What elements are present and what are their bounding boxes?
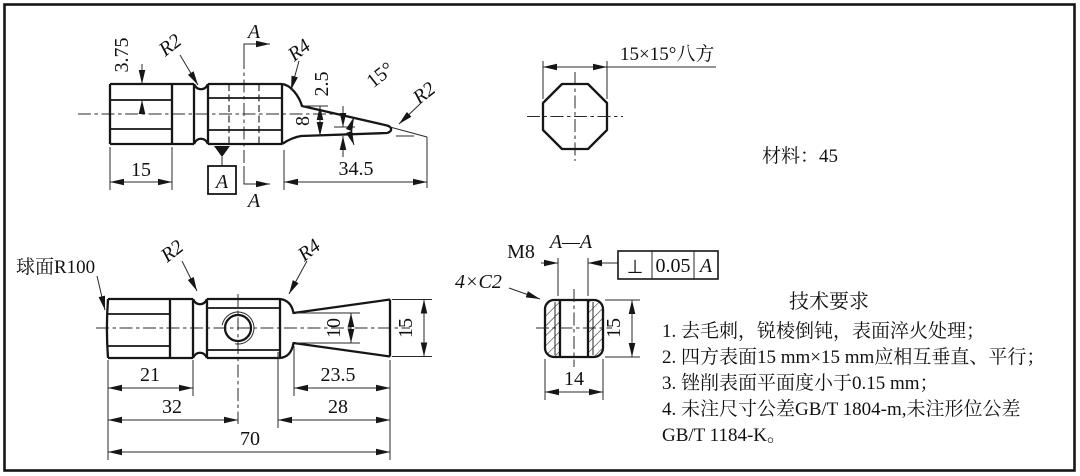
fcf-datum-label: A	[699, 255, 713, 277]
fillet-r4-label: R4	[283, 34, 315, 66]
dim-blade-height-label: 8	[292, 116, 314, 126]
thread-spec-label: M8	[507, 241, 535, 263]
side-r4-label: R4	[293, 234, 325, 266]
section-label-bottom: A	[247, 190, 261, 212]
tip-r2-label: R2	[408, 77, 440, 109]
dim-len-head-label: 28	[328, 396, 348, 418]
dim-blade-length-label: 34.5	[338, 158, 374, 180]
dim-len-total-label: 70	[240, 428, 260, 450]
tech-req-line-5: GB/T 1184-K。	[662, 425, 787, 446]
material-note: 材料：45	[762, 146, 839, 167]
tech-requirements-title: 技术要求	[789, 291, 869, 313]
feature-control-frame	[618, 251, 718, 279]
sphere-note-label: 球面R100	[16, 257, 96, 278]
tech-req-line-3: 3. 锉削表面平面度小于0.15 mm；	[662, 373, 939, 394]
dim-tip-thickness-label: 2.5	[311, 71, 333, 97]
dim-head-width-label: 15	[395, 318, 417, 338]
octagon-dim-label: 15×15°八方	[620, 44, 715, 65]
section-title: A—A	[549, 231, 593, 253]
groove-r2-label: R2	[154, 29, 186, 61]
dim-shank-width-label: 15	[131, 159, 151, 181]
dim-neck-width-label: 10	[323, 318, 345, 338]
tech-req-line-2: 2. 四方表面15 mm×15 mm应相互垂直、平行；	[662, 347, 1046, 368]
perpendicularity-icon: ⊥	[626, 256, 644, 278]
dim-len-taper-label: 23.5	[320, 364, 356, 386]
dim-section-width-label: 14	[564, 368, 584, 390]
datum-label: A	[215, 171, 229, 193]
dim-len-block-label: 21	[140, 364, 160, 386]
tech-req-line-1: 1. 去毛刺，锐棱倒钝，表面淬火处理；	[662, 321, 986, 342]
fcf-tolerance-label: 0.05	[655, 255, 691, 277]
dim-len-to-hole-label: 32	[162, 396, 182, 418]
dim-section-height-label: 15	[603, 318, 625, 338]
blade-angle-label: 15°	[362, 57, 399, 93]
dim-chamfer-depth-label: 3.75	[111, 37, 133, 73]
chamfer-note-label: 4×C2	[455, 271, 502, 293]
side-r2-label: R2	[156, 235, 188, 267]
tech-req-line-4: 4. 未注尺寸公差GB/T 1804-m,未注形位公差	[662, 399, 1021, 420]
section-label-top: A	[247, 21, 261, 43]
